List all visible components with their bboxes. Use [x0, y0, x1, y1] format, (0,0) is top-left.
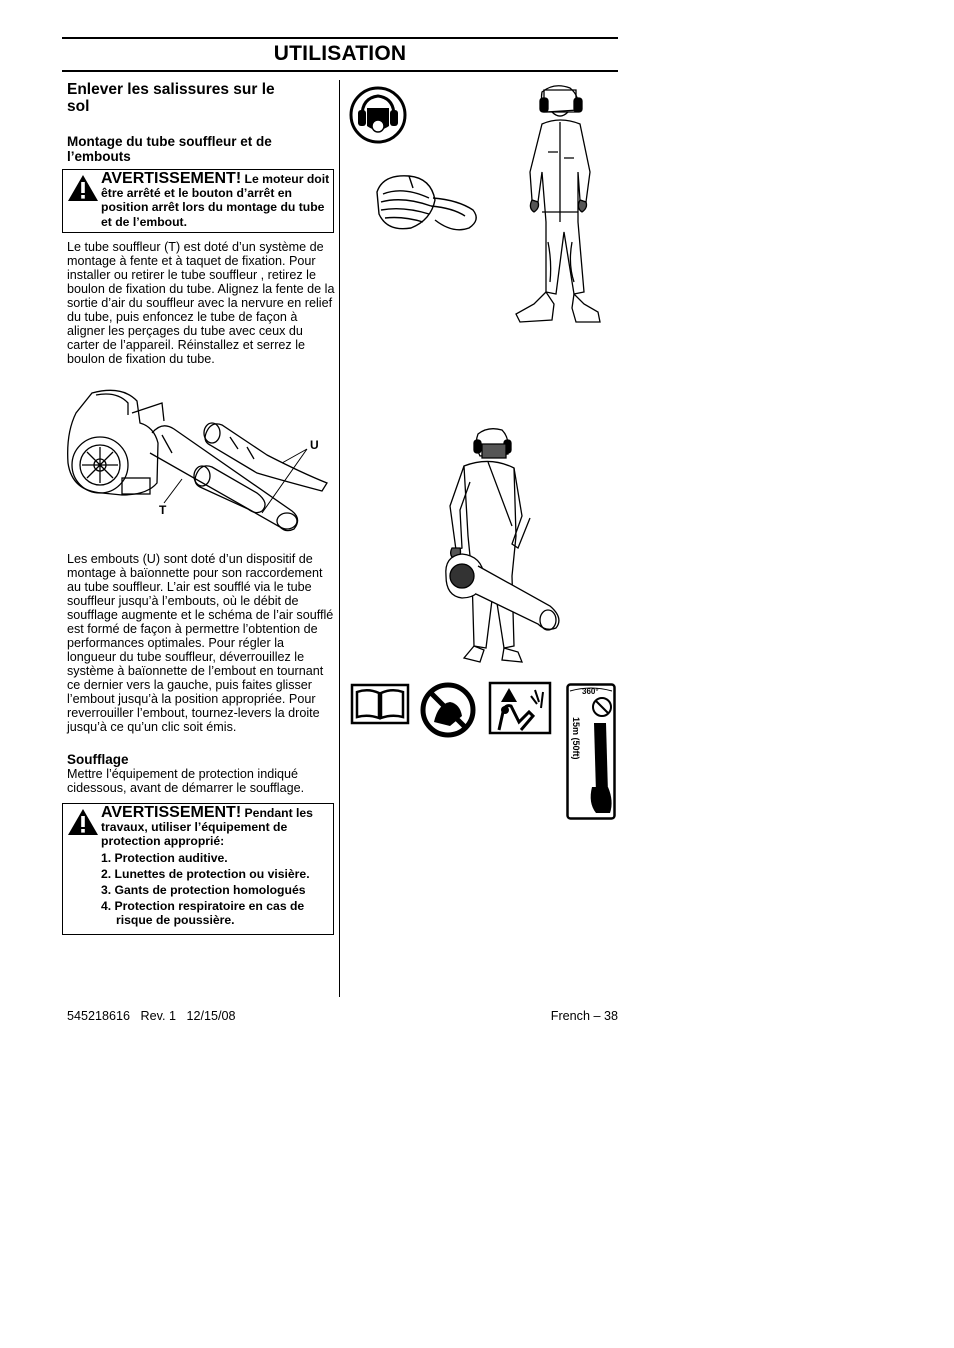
paragraph-soufflage: Mettre l’équipement de protection indiqué cidessous, avant de démarrer le soufflage. — [67, 767, 305, 795]
page-title: UTILISATION — [273, 42, 407, 65]
ppe-list — [101, 851, 330, 928]
no-bystanders-icon — [420, 682, 476, 738]
distance-15m-icon — [566, 683, 616, 820]
degree-label: 360° — [582, 687, 599, 696]
ppe-item: 3. Gants de protection homologués — [101, 883, 306, 898]
worker-ppe-standing-illustration — [512, 82, 602, 332]
soufflage-heading: Soufflage — [67, 752, 129, 767]
paragraph-nozzle: Les embouts (U) sont doté d’un dispositif de montage à baïonnette pour son raccordement au tube souffleur. L’air est soufflé via le tube souffleur jusqu’à l’embouts, où le débit de soufflage augmente et le schéma de l’air soufflé est formé de façon à permettre l’obtention de performances optimales. Pour régler la longueur du tube souffleur, déverrouillez le système à baïonnette de l’embout en tournant ce dernier vers la gauche, puis faites glisser l’embout jusqu’à la position appropriée. Pour reverrouiller l’embout, tournez-levers la droite jusqu’à ce qu’un clic soit émis. — [67, 552, 334, 734]
warning-text: Pendant les travaux, utiliser l’équipement de protection approprié: — [101, 806, 313, 849]
face-shield-ear-protection-icon — [349, 86, 407, 144]
warning-triangle-icon — [67, 174, 99, 202]
label-t: T — [159, 503, 167, 517]
header-top-rule — [62, 37, 618, 39]
warning-label: AVERTISSEMENT! — [101, 804, 242, 821]
subsection-heading: Montage du tube souffleur et de l’embouts — [67, 134, 272, 164]
warning-triangle-icon — [67, 808, 99, 836]
label-u: U — [310, 438, 319, 452]
warning-text: Le moteur doit être arrêté et le bouton d’arrêt en position arrêt lors du montage du tube et de l’embout. — [101, 172, 330, 229]
header-bottom-rule — [62, 70, 618, 72]
warning-box-ppe — [62, 803, 334, 935]
dust-mask-icon — [373, 170, 481, 236]
footer-doc-info: 545218616 Rev. 1 12/15/08 — [67, 1009, 236, 1023]
warning-label: AVERTISSEMENT! — [101, 170, 242, 187]
read-manual-icon — [351, 684, 409, 724]
warning-box-assembly — [62, 169, 334, 233]
footer-page-number: French – 38 — [550, 1009, 618, 1023]
operator-blowing-illustration — [442, 426, 572, 666]
paragraph-tube-mounting: Le tube souffleur (T) est doté d’un système de montage à fente et à taquet de fixation. Pour installer ou retirer le tube souffleur , retirez le boulon de fixation du tube. Alignez la fente de la sortie d’air du souffleur avec la nervure en relief du tube, puis enfoncez le tube de façon à aligner les perçages du tube avec ceux du carter de l’appareil. Réinstallez et serrez le boulon de fixation du tube. — [67, 240, 335, 366]
column-divider — [339, 80, 340, 997]
blower-tube-illustration — [62, 383, 332, 533]
ppe-item: 2. Lunettes de protection ou visière. — [101, 866, 310, 881]
ppe-item: 4. Protection respiratoire en cas de risque de poussière. — [101, 899, 305, 928]
ppe-item: 1. Protection auditive. — [101, 850, 228, 865]
section-heading: Enlever les salissures sur le sol — [67, 81, 275, 115]
distance-label: 15m (50ft) — [571, 717, 581, 760]
hazard-debris-icon — [489, 682, 551, 734]
